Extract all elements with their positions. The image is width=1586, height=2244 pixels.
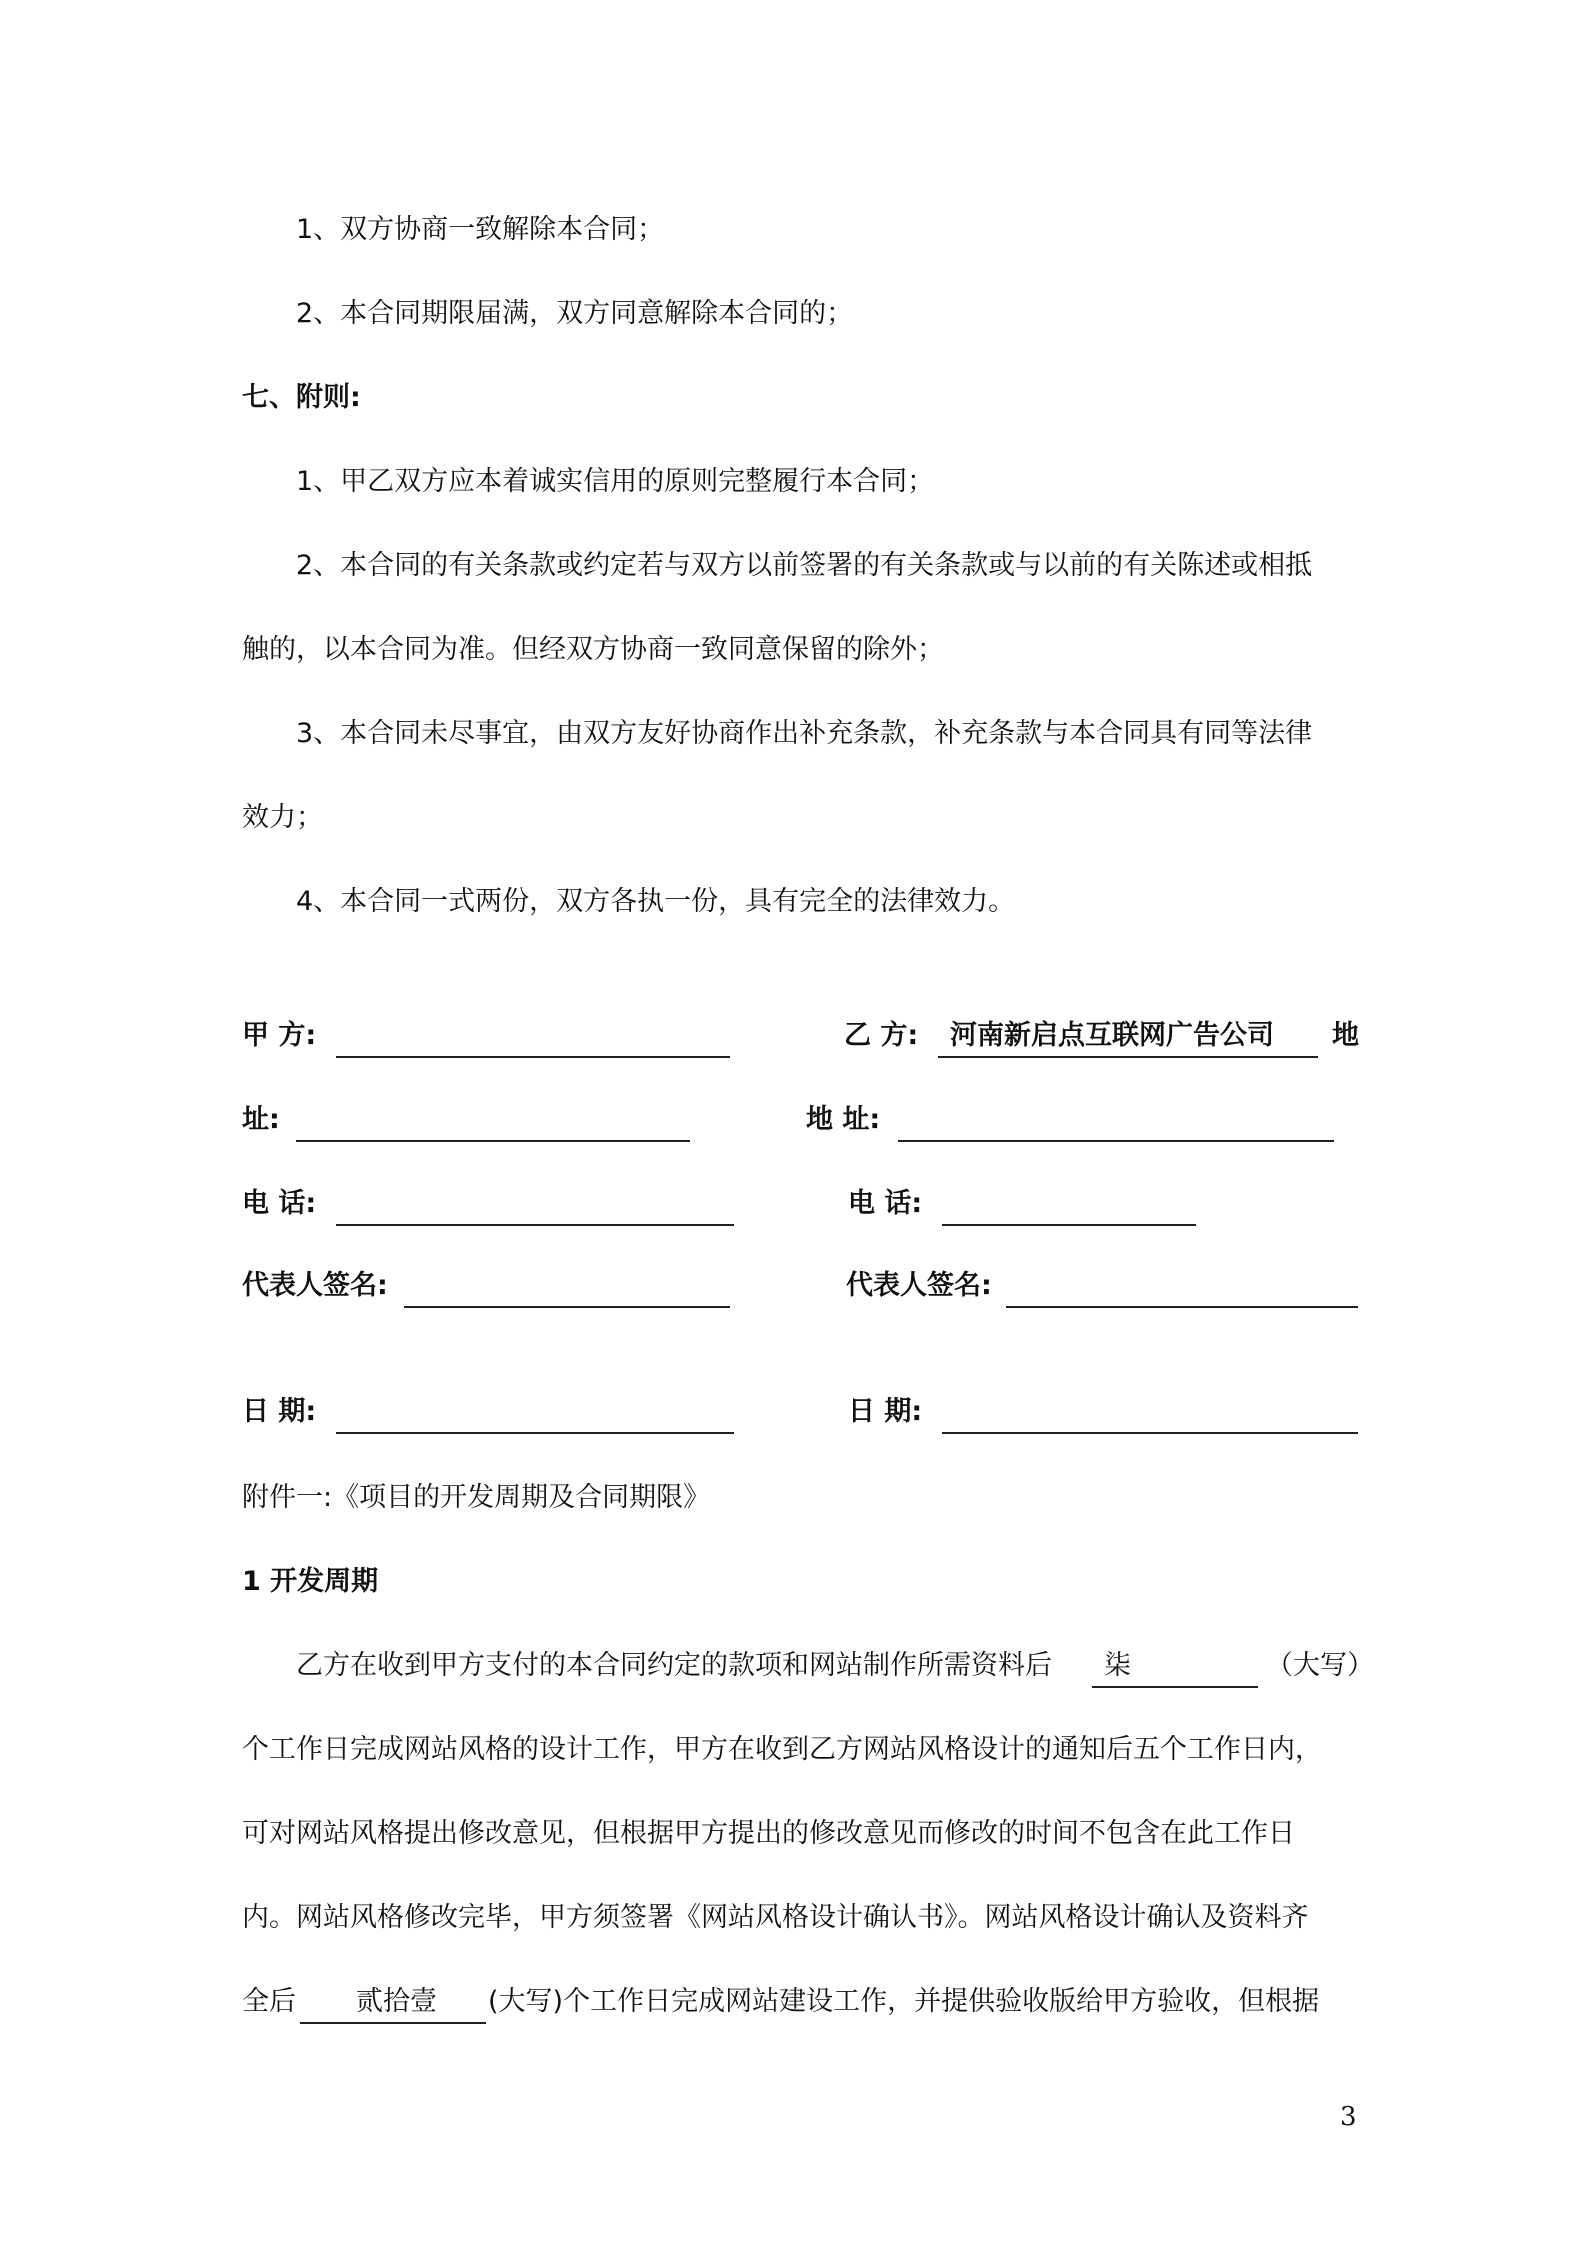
build-days-blank[interactable] xyxy=(300,2022,486,2024)
dev-para-line-1-start: 乙方在收到甲方支付的本合同约定的款项和网站制作所需资料后 xyxy=(296,1650,1052,1681)
termination-item-1: 1、双方协商一致解除本合同； xyxy=(296,214,665,245)
party-a-rep-label: 代表人签名: xyxy=(242,1270,388,1301)
party-b-phone-blank[interactable] xyxy=(942,1224,1196,1226)
party-b-phone-label: 电 话: xyxy=(848,1188,923,1219)
rule-item-3-line-2: 效力； xyxy=(242,802,323,833)
party-b-date-blank[interactable] xyxy=(942,1432,1358,1434)
termination-item-2: 2、本合同期限届满，双方同意解除本合同的； xyxy=(296,298,854,329)
party-b-label: 乙 方: xyxy=(844,1020,919,1051)
page-number: 3 xyxy=(1340,2102,1357,2132)
party-a-address-blank[interactable] xyxy=(296,1140,690,1142)
party-a-phone-label: 电 话: xyxy=(242,1188,317,1219)
party-a-name-blank[interactable] xyxy=(336,1056,730,1058)
party-a-date-label: 日 期: xyxy=(242,1396,317,1427)
party-b-address-blank[interactable] xyxy=(898,1140,1334,1142)
dev-para-line-1-end: （大写） xyxy=(1266,1650,1374,1681)
build-days-value: 贰拾壹 xyxy=(356,1986,437,2017)
party-a-date-blank[interactable] xyxy=(336,1432,734,1434)
dev-cycle-heading: 1 开发周期 xyxy=(242,1566,379,1597)
attachment-title: 附件一:《项目的开发周期及合同期限》 xyxy=(242,1482,711,1513)
rule-item-2-line-2: 触的，以本合同为准。但经双方协商一致同意保留的除外； xyxy=(242,634,944,665)
rule-item-1: 1、甲乙双方应本着诚实信用的原则完整履行本合同； xyxy=(296,466,935,497)
dev-para-line-3: 可对网站风格提出修改意见，但根据甲方提出的修改意见而修改的时间不包含在此工作日 xyxy=(242,1818,1295,1849)
dev-para-line-2: 个工作日完成网站风格的设计工作，甲方在收到乙方网站风格设计的通知后五个工作日内， xyxy=(242,1734,1322,1765)
rule-item-2-line-1: 2、本合同的有关条款或约定若与双方以前签署的有关条款或与以前的有关陈述或相抵 xyxy=(296,550,1313,581)
party-b-date-label: 日 期: xyxy=(848,1396,923,1427)
rule-item-4: 4、本合同一式两份，双方各执一份，具有完全的法律效力。 xyxy=(296,886,1016,917)
design-days-value: 柒 xyxy=(1104,1650,1131,1681)
party-a-address-label: 址: xyxy=(242,1104,280,1135)
party-a-rep-blank[interactable] xyxy=(404,1306,730,1308)
party-b-company-name: 河南新启点互联网广告公司 xyxy=(950,1020,1274,1051)
dev-para-line-5-start: 全后 xyxy=(242,1986,296,2017)
party-b-address-label-start: 地 xyxy=(1332,1020,1359,1051)
party-a-label: 甲 方: xyxy=(242,1020,317,1051)
design-days-blank[interactable] xyxy=(1092,1686,1258,1688)
party-b-address-label: 地 址: xyxy=(806,1104,881,1135)
party-a-phone-blank[interactable] xyxy=(336,1224,734,1226)
dev-para-line-4: 内。网站风格修改完毕，甲方须签署《网站风格设计确认书》。网站风格设计确认及资料齐 xyxy=(242,1902,1309,1933)
party-b-company-blank[interactable] xyxy=(938,1056,1318,1058)
dev-para-line-5-end: (大写)个工作日完成网站建设工作，并提供验收版给甲方验收，但根据 xyxy=(488,1986,1320,2017)
rule-item-3-line-1: 3、本合同未尽事宜，由双方友好协商作出补充条款，补充条款与本合同具有同等法律 xyxy=(296,718,1313,749)
party-b-rep-blank[interactable] xyxy=(1006,1306,1358,1308)
party-b-rep-label: 代表人签名: xyxy=(846,1270,992,1301)
section-heading: 七、附则: xyxy=(242,382,361,413)
